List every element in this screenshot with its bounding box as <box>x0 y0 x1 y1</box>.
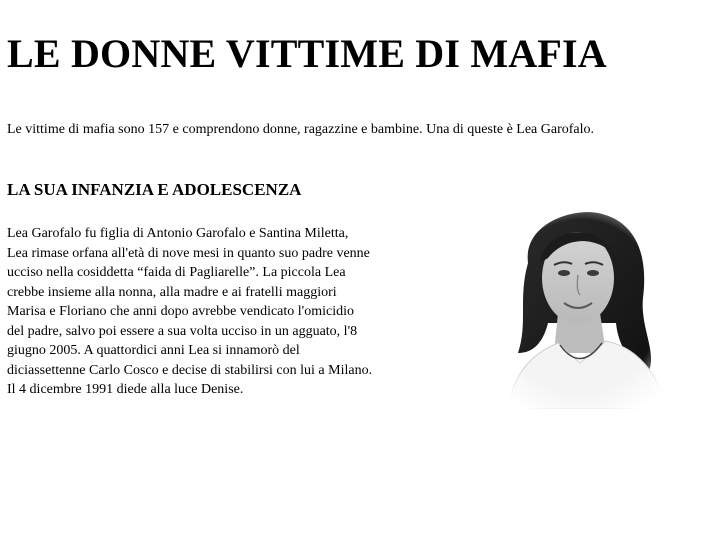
bio-line: Marisa e Floriano che anni dopo avrebbe vendicato l'omicidio <box>7 304 354 319</box>
bio-line: Il 4 dicembre 1991 diede alla luce Denise. <box>7 382 244 397</box>
bio-line: ucciso nella cosiddetta “faida di Pagliarelle”. La piccola Lea <box>7 265 346 280</box>
bio-line: diciassettenne Carlo Cosco e decise di stabilirsi con lui a Milano. <box>7 362 373 378</box>
bio-line: Lea rimase orfana all'età di nove mesi in quanto suo padre venne <box>7 245 370 261</box>
bio-line: crebbe insieme alla nonna, alla madre e ai fratelli maggiori <box>7 284 337 300</box>
bio-line: del padre, salvo poi essere a sua volta ucciso in un agguato, l'8 <box>7 323 358 339</box>
section-heading: LA SUA INFANZIA E ADOLESCENZA <box>7 180 302 199</box>
intro-paragraph: Le vittime di mafia sono 157 e comprendono donne, ragazzine e bambine. Una di queste è Lea Garofalo. <box>7 122 595 137</box>
page-title: LE DONNE VITTIME DI MAFIA <box>7 31 607 76</box>
bio-line: giugno 2005. A quattordici anni Lea si innamorò del <box>7 343 300 358</box>
biography-paragraph <box>7 224 432 400</box>
portrait-photo <box>488 203 674 409</box>
bio-line: Lea Garofalo fu figlia di Antonio Garofalo e Santina Miletta, <box>7 226 349 241</box>
